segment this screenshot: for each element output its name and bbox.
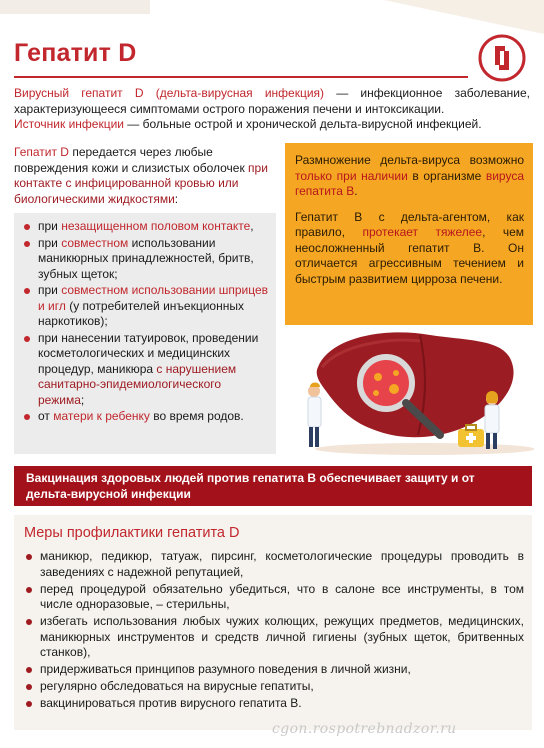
severity-paragraph xyxy=(295,210,524,288)
item-text: при нанесении татуировок, проведении косметологических и медицинских процедур, маникюра xyxy=(38,330,259,376)
transmission-term: Гепатит D xyxy=(14,145,69,159)
item-text: при xyxy=(38,219,62,233)
item-text: вакцинироваться против вирусного гепатита В. xyxy=(40,696,302,710)
item-text: при xyxy=(38,235,62,250)
virus-particle xyxy=(389,384,399,394)
severity-text-a: Гепатит В с дельта-агентом, как правило, xyxy=(295,209,524,239)
source-text: — больные острой и хронической дельта-вирусной инфекцией. xyxy=(123,117,482,131)
replication-text-b: в организме xyxy=(407,168,486,183)
virus-particle xyxy=(393,370,399,376)
site-watermark: cgon.rospotrebnadzor.ru xyxy=(272,721,457,737)
bullet-icon xyxy=(26,701,32,707)
delta-virus-info-box xyxy=(285,143,533,325)
intro-text xyxy=(14,86,530,133)
transmission-ways-list xyxy=(22,219,270,425)
replication-text-c: . xyxy=(354,184,358,198)
list-item xyxy=(22,219,270,235)
item-text: маникюр, педикюр, татуаж, пирсинг, косметологические процедуры проводить в заведениях с надежной репутацией, xyxy=(40,549,524,579)
item-text: во время родов. xyxy=(149,409,244,423)
item-text: (у потребителей инъекционных наркотиков); xyxy=(38,298,244,328)
replication-paragraph xyxy=(295,153,524,200)
source-paragraph xyxy=(14,117,530,133)
replication-text-a: Размножение дельта-вируса возможно xyxy=(295,153,524,167)
item-text: избегать использования любых чужих колющих, режущих предметов, медицинских, маникюрных инструментов и средств личной гигиены (зубных щеток, бритвенных станков), xyxy=(40,614,524,659)
page-title: Гепатит D xyxy=(14,39,137,67)
list-item xyxy=(24,549,524,580)
virus-particle xyxy=(373,390,379,396)
transmission-text-a: передается через любые повреждения кожи и слизистых оболочек xyxy=(14,145,249,175)
replication-highlight-a: только при наличии xyxy=(295,168,408,183)
rospotrebnadzor-logo-icon xyxy=(478,34,526,82)
item-highlight: незащищенном половом контакте xyxy=(61,219,251,233)
transmission-intro xyxy=(14,145,274,207)
list-item xyxy=(24,679,524,695)
item-text: перед процедурой обязательно убедиться, что в салоне все инструменты, в том числе одноразовые, – стерильны, xyxy=(40,581,524,611)
corner-decoration-right xyxy=(384,0,544,34)
item-text: , xyxy=(250,219,254,233)
list-item xyxy=(24,662,524,678)
prevention-list xyxy=(24,549,524,713)
doctor-figure xyxy=(308,383,321,448)
bullet-icon xyxy=(24,241,30,247)
item-text: использовании маникюрных принадлежностей, бритв, зубных щеток; xyxy=(38,235,254,281)
transmission-ways-box xyxy=(14,213,276,454)
bullet-icon xyxy=(24,224,30,230)
liver-illustration xyxy=(300,325,534,455)
list-item xyxy=(24,582,524,613)
list-item xyxy=(24,696,524,712)
paragraph-gap xyxy=(295,200,524,210)
item-text: при xyxy=(38,283,62,297)
first-aid-kit-icon xyxy=(458,425,484,447)
definition-text: — инфекционное заболевание, характеризующееся симптомами острого поражения печени и интоксикации. xyxy=(14,86,530,116)
floor-shadow xyxy=(315,443,534,455)
bullet-icon xyxy=(26,554,32,560)
virus-particle xyxy=(374,373,382,381)
item-highlight: совместном использовании шприцев и игл xyxy=(38,283,269,313)
list-item xyxy=(22,409,270,425)
bullet-icon xyxy=(26,667,32,673)
bullet-icon xyxy=(24,288,30,294)
item-text: от xyxy=(38,409,54,423)
replication-highlight-b: вируса гепатита В xyxy=(295,168,524,198)
item-text: придерживаться принципов разумного поведения в личной жизни, xyxy=(40,662,411,676)
item-text: ; xyxy=(80,392,85,407)
source-term: Источник инфекции xyxy=(14,117,124,131)
doctor-figure xyxy=(485,391,499,449)
list-item xyxy=(22,283,270,330)
transmission-route: при контакте с инфицированной кровью или биологическими жидкостями xyxy=(14,160,268,206)
bullet-icon xyxy=(24,414,30,420)
bullet-icon xyxy=(26,619,32,625)
definition-paragraph xyxy=(14,86,530,117)
prevention-title: Меры профилактики гепатита D xyxy=(24,525,240,541)
transmission-text-b: : xyxy=(174,191,179,206)
item-highlight: с нарушением санитарно-эпидемиологического режима xyxy=(38,361,237,407)
item-text: регулярно обследоваться на вирусные гепатиты, xyxy=(40,679,314,693)
title-divider xyxy=(14,76,468,78)
item-highlight: матери к ребенку xyxy=(53,409,150,423)
severity-highlight: протекает тяжелее xyxy=(362,225,483,239)
item-highlight: совместном xyxy=(61,235,129,250)
prevention-section xyxy=(14,515,532,730)
list-item xyxy=(22,331,270,409)
bullet-icon xyxy=(24,336,30,342)
bullet-icon xyxy=(26,684,32,690)
list-item xyxy=(24,614,524,661)
vaccination-banner: Вакцинация здоровых людей против гепатита В обеспечивает защиту и от дельта-вирусной инфекции xyxy=(14,466,532,506)
list-item xyxy=(22,236,270,283)
liver-shape xyxy=(317,332,514,437)
bullet-icon xyxy=(26,587,32,593)
corner-decoration-left xyxy=(0,0,150,14)
definition-term: Вирусный гепатит D (дельта-вирусная инфекция) xyxy=(14,86,325,100)
severity-text-b: , чем неосложненный гепатит В. Он отличается агрессивным течением и быстрым развитием цирроза печени. xyxy=(295,225,524,286)
